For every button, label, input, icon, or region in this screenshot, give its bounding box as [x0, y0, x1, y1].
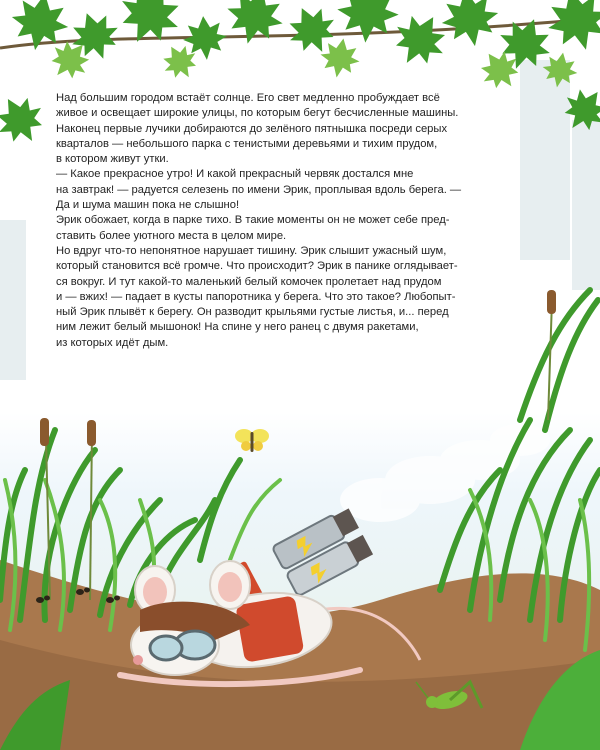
- story-line: Да и шума машин пока не слышно!: [56, 199, 240, 212]
- story-text: [56, 91, 502, 351]
- story-line: в котором живут утки.: [56, 153, 169, 166]
- story-line: кварталов — небольшого парка с тенистыми деревьями и тихим прудом,: [56, 137, 438, 150]
- story-line: Наконец первые лучики добираются до зелёного пятнышка посреди серых: [56, 122, 448, 135]
- story-line: живое и освещает широкие улицы, по которым бегут бесчисленные машины.: [56, 107, 459, 120]
- story-line: ставить более уютного места в целом мире.: [56, 229, 287, 242]
- story-line: Над большим городом встаёт солнце. Его свет медленно пробуждает всё: [56, 92, 440, 104]
- story-line: Но вдруг что-то непонятное нарушает тишину. Эрик слышит ужасный шум,: [56, 244, 447, 257]
- butterfly-icon: [235, 429, 269, 452]
- story-line: — Какое прекрасное утро! И какой прекрасный червяк достался мне: [56, 168, 414, 181]
- story-line: ним лежит белый мышонок! На спине у него ранец с двумя ракетами,: [56, 321, 419, 334]
- story-line: который становится всё громче. Что происходит? Эрик в панике оглядывает-: [56, 260, 458, 273]
- story-line: и — вжих! — падает в кусты папоротника у берега. Что это такое? Любопыт-: [56, 290, 456, 303]
- story-line: Эрик обожает, когда в парке тихо. В такие моменты он не может себе пред-: [56, 214, 450, 227]
- story-line: из которых идёт дым.: [56, 336, 169, 349]
- story-line: ся вокруг. И тут какой-то маленький белый комочек пролетает над прудом: [56, 275, 442, 288]
- story-line: ный Эрик плывёт к берегу. Он разводит крыльями густые листья, и... перед: [56, 306, 449, 319]
- story-line: на завтрак! — радуется селезень по имени Эрик, проплывая вдоль берега. —: [56, 183, 462, 196]
